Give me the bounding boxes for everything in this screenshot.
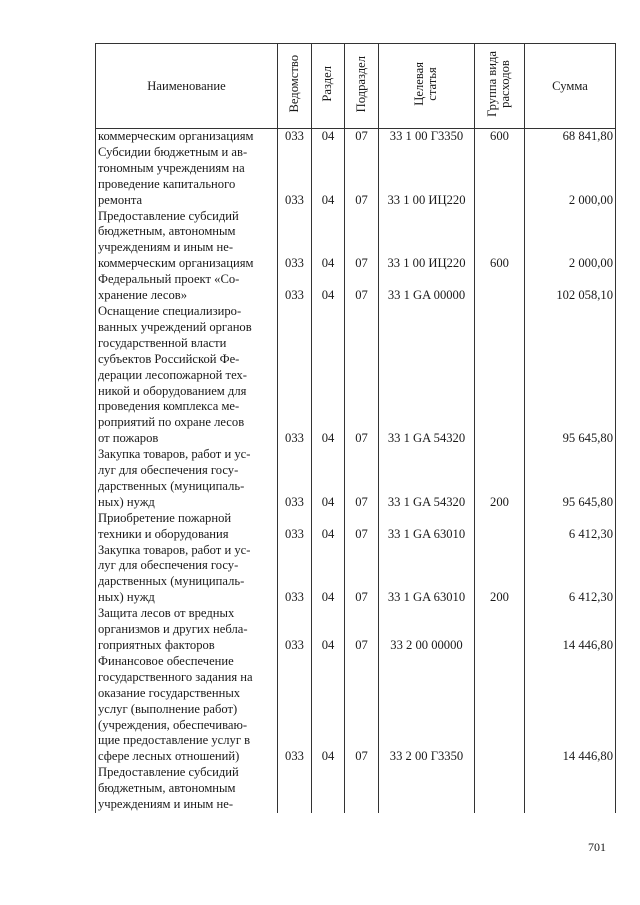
expense-group-cell: 200 bbox=[475, 543, 525, 607]
table-row bbox=[96, 209, 616, 273]
razdel-cell: 04 bbox=[312, 447, 345, 511]
razdel-cell: 04 bbox=[312, 606, 345, 654]
amount-cell: 102 058,10 bbox=[525, 272, 616, 304]
table-row bbox=[96, 145, 616, 209]
expense-group-cell: 600 bbox=[475, 129, 525, 145]
target-article-cell: 33 1 GA 63010 bbox=[379, 543, 475, 607]
vedomstvo-cell: 033 bbox=[278, 654, 312, 765]
table-row bbox=[96, 272, 616, 304]
podrazdel-cell: 07 bbox=[345, 129, 379, 145]
target-article-cell: 33 1 00 ИЦ220 bbox=[379, 145, 475, 209]
expense-group-cell bbox=[475, 145, 525, 209]
expense-group-cell bbox=[475, 511, 525, 543]
expense-group-cell bbox=[475, 765, 525, 813]
row-name-cell: Предоставление субсидий бюджетным, автономным учреждениям и иным не- bbox=[96, 765, 278, 813]
razdel-cell: 04 bbox=[312, 511, 345, 543]
vedomstvo-cell: 033 bbox=[278, 606, 312, 654]
vedomstvo-cell: 033 bbox=[278, 304, 312, 447]
vedomstvo-cell: 033 bbox=[278, 543, 312, 607]
table-row bbox=[96, 511, 616, 543]
expense-group-cell: 600 bbox=[475, 209, 525, 273]
table-row bbox=[96, 447, 616, 511]
header-statya: Целевая статья bbox=[379, 44, 475, 129]
amount-cell: 2 000,00 bbox=[525, 145, 616, 209]
vedomstvo-cell: 033 bbox=[278, 447, 312, 511]
table-row bbox=[96, 543, 616, 607]
row-name-cell: Закупка товаров, работ и ус- луг для обеспечения госу- дарственных (муниципаль- ных) нужд bbox=[96, 447, 278, 511]
target-article-cell: 33 1 GA 54320 bbox=[379, 304, 475, 447]
table-row bbox=[96, 304, 616, 447]
target-article-cell: 33 1 00 Г3350 bbox=[379, 129, 475, 145]
table-row bbox=[96, 129, 616, 145]
expense-group-cell bbox=[475, 606, 525, 654]
amount-cell: 95 645,80 bbox=[525, 447, 616, 511]
amount-cell: 6 412,30 bbox=[525, 511, 616, 543]
expense-group-cell bbox=[475, 654, 525, 765]
row-name-cell: Закупка товаров, работ и ус- луг для обеспечения госу- дарственных (муниципаль- ных) нужд bbox=[96, 543, 278, 607]
header-razdel: Раздел bbox=[312, 44, 345, 129]
vedomstvo-cell bbox=[278, 765, 312, 813]
podrazdel-cell: 07 bbox=[345, 447, 379, 511]
razdel-cell: 04 bbox=[312, 209, 345, 273]
podrazdel-cell: 07 bbox=[345, 304, 379, 447]
expense-group-cell bbox=[475, 304, 525, 447]
razdel-cell: 04 bbox=[312, 304, 345, 447]
razdel-cell: 04 bbox=[312, 145, 345, 209]
vedomstvo-cell: 033 bbox=[278, 272, 312, 304]
target-article-cell: 33 2 00 Г3350 bbox=[379, 654, 475, 765]
amount-cell bbox=[525, 765, 616, 813]
target-article-cell: 33 1 GA 54320 bbox=[379, 447, 475, 511]
target-article-cell: 33 2 00 00000 bbox=[379, 606, 475, 654]
podrazdel-cell: 07 bbox=[345, 543, 379, 607]
amount-cell: 95 645,80 bbox=[525, 304, 616, 447]
target-article-cell: 33 1 00 ИЦ220 bbox=[379, 209, 475, 273]
target-article-cell: 33 1 GA 00000 bbox=[379, 272, 475, 304]
row-name-cell: Федеральный проект «Со- хранение лесов» bbox=[96, 272, 278, 304]
row-name-cell: Финансовое обеспечение государственного задания на оказание государственных услуг (выполнение работ) (учреждения, обеспечиваю- щие предоставление услуг в сфере лесных отношений) bbox=[96, 654, 278, 765]
razdel-cell: 04 bbox=[312, 654, 345, 765]
amount-cell: 68 841,80 bbox=[525, 129, 616, 145]
table-row bbox=[96, 606, 616, 654]
header-summa: Сумма bbox=[525, 44, 616, 129]
row-name-cell: коммерческим организациям bbox=[96, 129, 278, 145]
header-name: Наименование bbox=[96, 44, 278, 129]
vedomstvo-cell: 033 bbox=[278, 129, 312, 145]
vedomstvo-cell: 033 bbox=[278, 145, 312, 209]
podrazdel-cell: 07 bbox=[345, 606, 379, 654]
header-row bbox=[96, 44, 616, 129]
amount-cell: 14 446,80 bbox=[525, 654, 616, 765]
amount-cell: 14 446,80 bbox=[525, 606, 616, 654]
podrazdel-cell bbox=[345, 765, 379, 813]
razdel-cell: 04 bbox=[312, 543, 345, 607]
row-name-cell: Субсидии бюджетным и ав- тономным учреждениям на проведение капитального ремонта bbox=[96, 145, 278, 209]
expense-group-cell bbox=[475, 272, 525, 304]
row-name-cell: Предоставление субсидий бюджетным, автономным учреждениям и иным не- коммерческим организациям bbox=[96, 209, 278, 273]
row-name-cell: Приобретение пожарной техники и оборудования bbox=[96, 511, 278, 543]
header-gruppa: Группа вида расходов bbox=[475, 44, 525, 129]
amount-cell: 2 000,00 bbox=[525, 209, 616, 273]
header-podrazdel: Подраздел bbox=[345, 44, 379, 129]
razdel-cell bbox=[312, 765, 345, 813]
row-name-cell: Защита лесов от вредных организмов и других небла- гоприятных факторов bbox=[96, 606, 278, 654]
podrazdel-cell: 07 bbox=[345, 209, 379, 273]
podrazdel-cell: 07 bbox=[345, 654, 379, 765]
header-vedomstvo: Ведомство bbox=[278, 44, 312, 129]
razdel-cell: 04 bbox=[312, 129, 345, 145]
vedomstvo-cell: 033 bbox=[278, 209, 312, 273]
table-row bbox=[96, 765, 616, 813]
row-name-cell: Оснащение специализиро- ванных учреждений органов государственной власти субъектов Российской Фе- дерации лесопожарной тех- никой и оборудованием для проведения комплекса ме- роприятий по охране лесов от пожаров bbox=[96, 304, 278, 447]
budget-table bbox=[95, 43, 616, 813]
table-row bbox=[96, 654, 616, 765]
expense-group-cell: 200 bbox=[475, 447, 525, 511]
page-number: 701 bbox=[588, 840, 606, 854]
podrazdel-cell: 07 bbox=[345, 145, 379, 209]
target-article-cell: 33 1 GA 63010 bbox=[379, 511, 475, 543]
vedomstvo-cell: 033 bbox=[278, 511, 312, 543]
target-article-cell bbox=[379, 765, 475, 813]
razdel-cell: 04 bbox=[312, 272, 345, 304]
podrazdel-cell: 07 bbox=[345, 272, 379, 304]
podrazdel-cell: 07 bbox=[345, 511, 379, 543]
amount-cell: 6 412,30 bbox=[525, 543, 616, 607]
